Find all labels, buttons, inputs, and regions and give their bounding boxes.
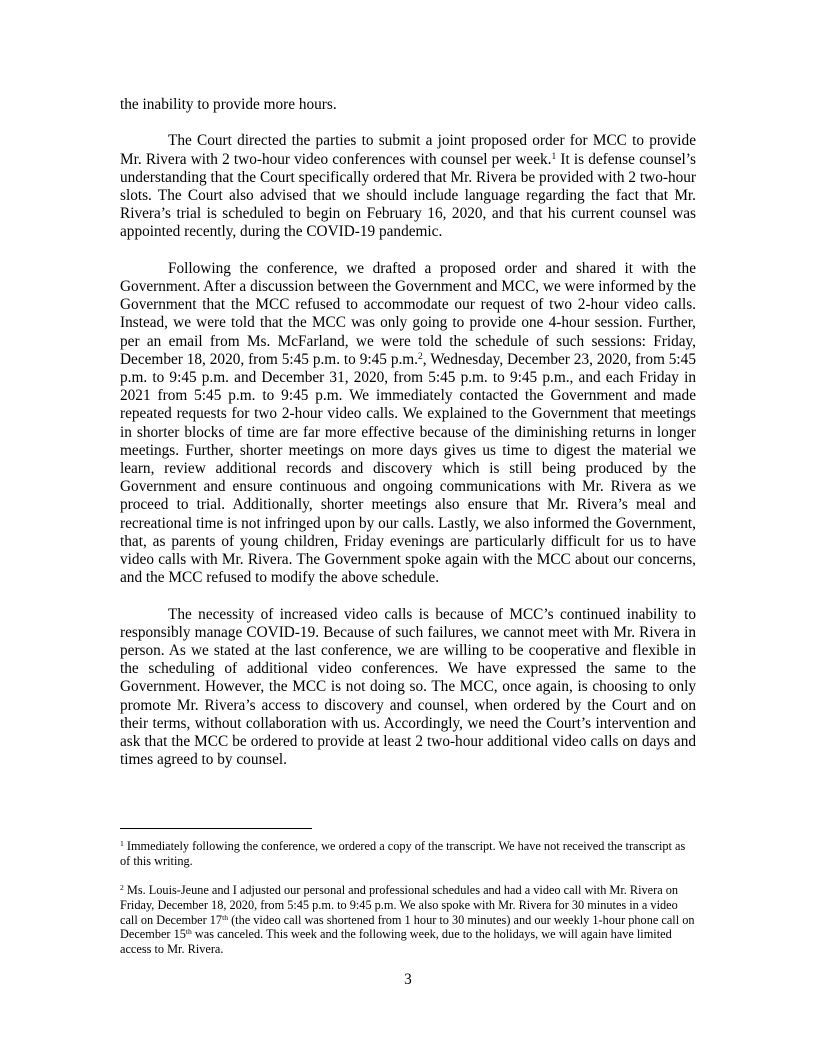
paragraph-proposed-order: Following the conference, we drafted a proposed order and shared it with the Government. After a discussion between the Government and MCC, we were informed by the Government that the MCC refused to accommodate our request of two 2-hour video calls. Instead, we were told that the MCC was only going to provide one 4-hour session. Further, per an email from Ms. McFarland, we were told the schedule of such sessions: Friday, December 18, 2020, from 5:45 p.m. to 9:45 p.m.$^2$, Wednesday, December 23, 2020, from 5:45 p.m. to 9:45 p.m. and December 31, 2020, from 5:45 p.m. to 9:45 p.m., and each Friday in 2021 from 5:45 p.m. to 9:45 p.m. We immediately contacted the Government and made repeated requests for two 2-hour video calls. We explained to the Government that meetings in shorter blocks of time are far more effective because of the diminishing returns in longer meetings. Further, shorter meetings on more days gives us time to digest the material we learn, review additional records and discovery which is still being produced by the Government and ensure continuous and ongoing communications with Mr. Rivera as we proceed to trial. Additionally, shorter meetings also ensure that Mr. Rivera’s meal and recreational time is not infringed upon by our calls. Lastly, we also informed the Government, that, as parents of young children, Friday evenings are particularly difficult for us to have video calls with Mr. Rivera. The Government spoke again with the MCC about our concerns, and the MCC refused to modify the above schedule. — [120, 259, 696, 587]
body-text — [120, 96, 696, 788]
footnote-reference-2[interactable]: 2 — [418, 351, 423, 362]
footnotes — [120, 839, 696, 971]
footnote-2: $^2$ Ms. Louis-Jeune and I adjusted our personal and professional schedules and had a video call with Mr. Rivera on Friday, December 18, 2020, from 5:45 p.m. to 9:45 p.m. We also spoke with Mr. Rivera for 30 minutes in a video call on December 17th (the video call was shortened from 1 hour to 30 minutes) and our weekly 1-hour phone call on December 15th was canceled. This week and the following week, due to the holidays, we will again have limited access to Mr. Rivera. — [120, 882, 695, 956]
footnote-1: $^1$ Immediately following the conference, we ordered a copy of the transcript. We have not received the transcript as of this writing. — [120, 838, 686, 868]
page-number: 3 — [404, 971, 412, 988]
footnote-reference-1[interactable]: 1 — [551, 151, 557, 162]
paragraph-court-directive: The Court directed the parties to submit a joint proposed order for MCC to provide Mr. Rivera with 2 two-hour video conferences with counsel per week.$^1$ It is defense counsel’s understanding that the Court specifically ordered that Mr. Rivera be provided with 2 two-hour slots. The Court also advised that we should include language regarding the fact that Mr. Rivera’s trial is scheduled to begin on February 16, 2020, and that his current counsel was appointed recently, during the COVID-19 pandemic. — [120, 132, 696, 241]
footnote-marker-2: 2 — [120, 882, 124, 892]
footnote-marker-1: 1 — [120, 838, 124, 848]
paragraph-necessity: The necessity of increased video calls is because of MCC’s continued inability to responsibly manage COVID-19. Because of such failures, we cannot meet with Mr. Rivera in person. As we stated at the last conference, we are willing to be cooperative and flexible in the scheduling of additional video conferences. We have expressed the same to the Government. However, the MCC is not doing so. The MCC, once again, is choosing to only promote Mr. Rivera’s access to discovery and counsel, when ordered by the Court and on their terms, without collaboration with us. Accordingly, we need the Court’s intervention and ask that the MCC be ordered to provide at least 2 two-hour additional video calls on days and times agreed to by counsel. — [120, 605, 696, 769]
paragraph-continuation: the inability to provide more hours. — [120, 96, 337, 113]
footnote-separator — [120, 828, 312, 829]
